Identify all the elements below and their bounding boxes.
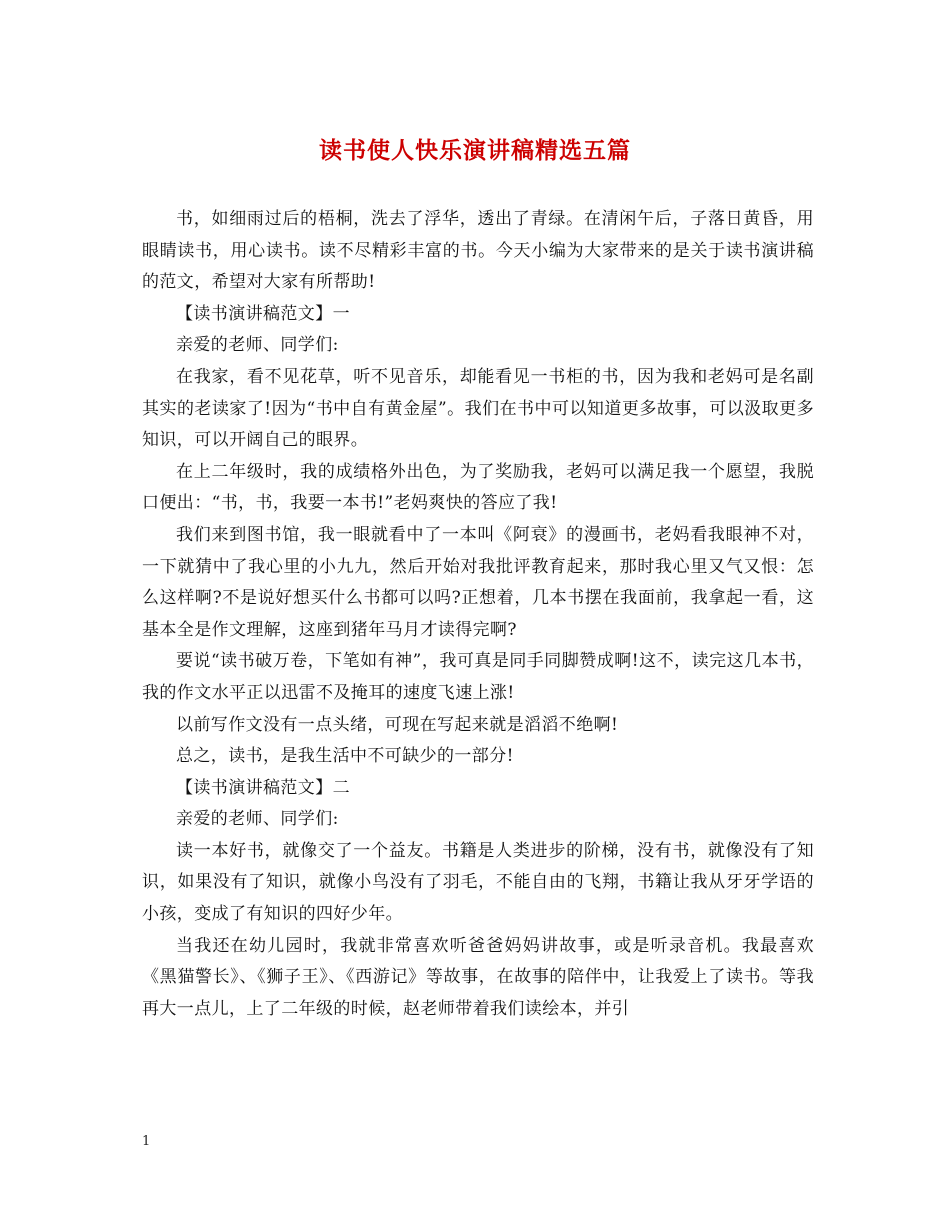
- paragraph: 在上二年级时，我的成绩格外出色，为了奖励我，老妈可以满足我一个愿望，我脱口便出：“书，书，我要一本书!”老妈爽快的答应了我!: [142, 461, 814, 514]
- salutation: 亲爱的老师、同学们:: [176, 809, 339, 830]
- section-heading-two: 【读书演讲稿范文】二: [176, 777, 350, 798]
- paragraph: 总之，读书，是我生活中不可缺少的一部分!: [176, 746, 514, 767]
- salutation: 亲爱的老师、同学们:: [176, 335, 339, 356]
- paragraph: 要说“读书破万卷，下笔如有神”，我可真是同手同脚赞成啊!这不，读完这几本书，我的作文水平正以迅雷不及掩耳的速度飞速上涨!: [142, 651, 814, 703]
- paragraph: 当我还在幼儿园时，我就非常喜欢听爸爸妈妈讲故事，或是听录音机。我最喜欢《黑猫警长》、《狮子王》、《西游记》等故事，在故事的陪伴中，让我爱上了读书。等我再大一点儿，上了二年级的时候，赵老师带着我们读绘本，并引: [142, 935, 814, 1019]
- section-heading-one: 【读书演讲稿范文】一: [176, 303, 350, 324]
- document-body: [142, 204, 814, 1025]
- paragraph: 以前写作文没有一点头绪，可现在写起来就是滔滔不绝啊!: [176, 714, 619, 735]
- paragraph: 读一本好书，就像交了一个益友。书籍是人类进步的阶梯，没有书，就像没有了知识，如果没有了知识，就像小鸟没有了羽毛，不能自由的飞翔，书籍让我从牙牙学语的小孩，变成了有知识的四好少年。: [142, 840, 814, 925]
- page-number: 1: [142, 1134, 151, 1149]
- paragraph-intro: 书，如细雨过后的梧桐，洗去了浮华，透出了青绿。在清闲午后，子落日黄昏，用眼睛读书，用心读书。读不尽精彩丰富的书。今天小编为大家带来的是关于读书演讲稿的范文，希望对大家有所帮助!: [142, 209, 814, 293]
- paragraph: 我们来到图书馆，我一眼就看中了一本叫《阿衰》的漫画书，老妈看我眼神不对，一下就猜中了我心里的小九九，然后开始对我批评教育起来，那时我心里又气又恨：怎么这样啊?不是说好想买什么书都可以吗?正想着，几本书摆在我面前，我拿起一看，这基本全是作文理解，这座到猪年马月才读得完啊?: [142, 524, 814, 640]
- document-title: 读书使人快乐演讲稿精选五篇: [319, 137, 631, 164]
- paragraph: 在我家，看不见花草，听不见音乐，却能看见一书柜的书，因为我和老妈可是名副其实的老读家了!因为“书中自有黄金屋”。我们在书中可以知道更多故事，可以汲取更多知识，可以开阔自己的眼界。: [142, 366, 814, 451]
